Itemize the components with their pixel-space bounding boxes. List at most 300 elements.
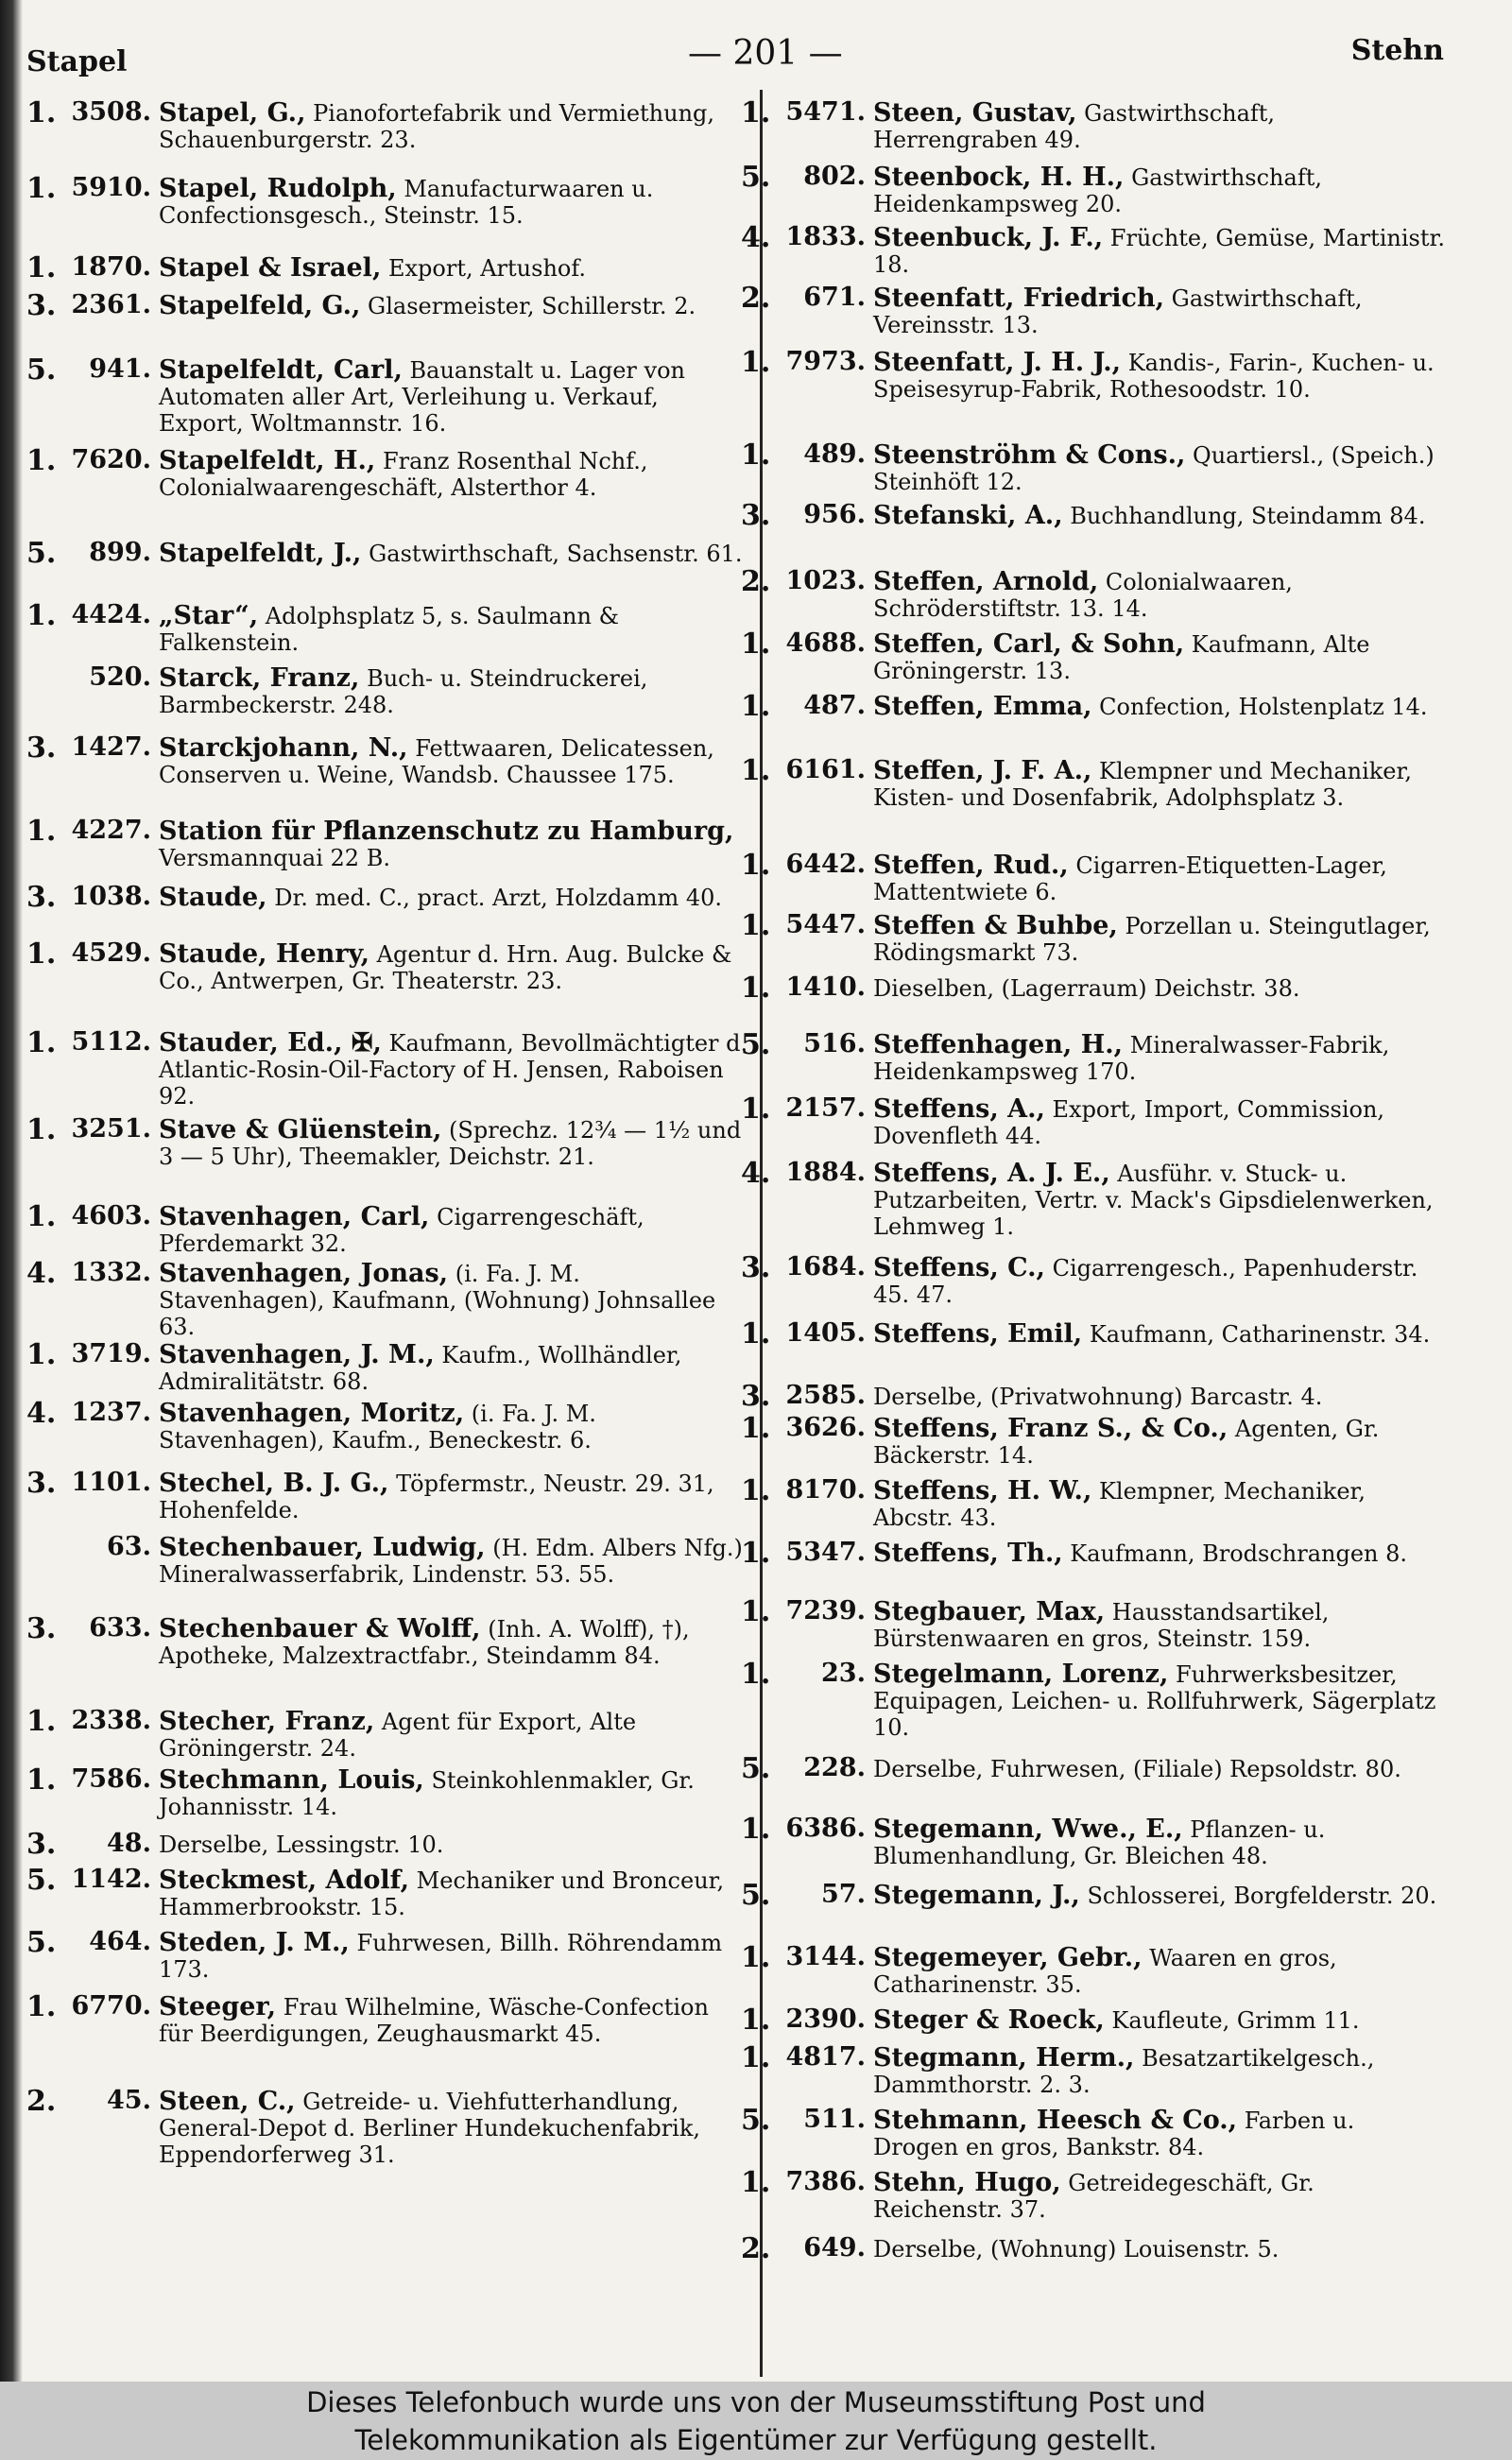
subscriber-name: Staude, Henry, (159, 939, 370, 969)
subscriber-name: Steffen, Arnold, (873, 567, 1099, 596)
phone-number: 1405. (785, 1318, 866, 1348)
exchange-prefix: 3. (26, 731, 57, 765)
subscriber-details: Buchhandlung, Steindamm 84. (1070, 503, 1426, 529)
directory-entry (741, 439, 1445, 499)
subscriber-name: Staude, (159, 883, 267, 912)
subscriber-name: Stapelfeld, G., (159, 291, 361, 320)
exchange-prefix: 1. (26, 1705, 57, 1738)
phone-number: 941. (89, 354, 151, 384)
exchange-prefix: 3. (741, 1380, 771, 1413)
subscriber-name: Stapel, Rudolph, (159, 174, 397, 203)
subscriber-name: Steeger, (159, 1992, 277, 2021)
exchange-prefix: 5. (741, 161, 771, 194)
exchange-prefix: 1. (741, 1412, 771, 1445)
subscriber-details: Dr. med. C., pract. Arzt, Holzdamm 40. (274, 885, 723, 911)
exchange-prefix: 3. (26, 881, 57, 914)
exchange-prefix: 1. (26, 599, 57, 632)
directory-entry (741, 1813, 1445, 1879)
exchange-prefix: 3. (741, 499, 771, 532)
entry-text (159, 1990, 749, 2047)
directory-entry (741, 96, 1445, 161)
subscriber-details: Kaufmann, Bevollmächtigter d. Atlantic-Rosin-Oil-Factory of H. Jensen, Raboisen 92. (159, 1030, 748, 1110)
entry-text (873, 221, 1445, 278)
entry-text (159, 1926, 749, 1983)
subscriber-name: Steenbock, H. H., (873, 163, 1125, 192)
exchange-prefix: 1. (26, 172, 57, 205)
phone-number: 464. (89, 1927, 151, 1956)
exchange-prefix: 2. (741, 565, 771, 598)
directory-entry (741, 1380, 1445, 1412)
subscriber-name: Steffen, J. F. A., (873, 756, 1092, 785)
exchange-prefix: 1. (26, 251, 57, 284)
subscriber-details: Klempner, Mechaniker, Abcstr. 43. (873, 1478, 1366, 1531)
subscriber-name: Stapelfeldt, J., (159, 539, 362, 568)
directory-entry (741, 346, 1445, 439)
exchange-prefix: 3. (26, 1467, 57, 1500)
phone-number: 511. (803, 2105, 866, 2134)
entry-text (159, 938, 749, 994)
phone-number: 6770. (71, 1991, 151, 2021)
subscriber-name: Stavenhagen, Jonas, (159, 1259, 449, 1288)
exchange-prefix: 1. (741, 1537, 771, 1570)
page-header (26, 26, 1444, 79)
entry-text (873, 1157, 1445, 1240)
entry-text (159, 251, 749, 282)
subscriber-details: Agentur d. Hrn. Aug. Bulcke & Co., Antwerpen, Gr. Theaterstr. 23. (159, 941, 732, 994)
directory-entry (741, 2166, 1445, 2232)
subscriber-details: Farben u. Drogen en gros, Bankstr. 84. (873, 2107, 1355, 2160)
subscriber-details: (i. Fa. J. M. Stavenhagen), Kaufm., Beneckestr. 6. (159, 1401, 596, 1454)
exchange-prefix: 5. (741, 2104, 771, 2137)
subscriber-details: Gastwirthschaft, Vereinsstr. 13. (873, 285, 1363, 338)
subscriber-name: Steffen & Buhbe, (873, 911, 1118, 940)
subscriber-details: Gastwirthschaft, Herrengraben 49. (873, 100, 1276, 153)
phone-number: 4529. (71, 938, 151, 968)
subscriber-details: Cigarrengeschäft, Pferdemarkt 32. (159, 1204, 644, 1257)
exchange-prefix: 1. (26, 1338, 57, 1371)
entry-text (159, 1864, 749, 1920)
exchange-prefix: 1. (741, 628, 771, 661)
exchange-prefix: 5. (741, 1752, 771, 1785)
subscriber-name: Steden, J. M., (159, 1928, 350, 1957)
subscriber-details: Colonialwaaren, Schröderstiftstr. 13. 14. (873, 569, 1293, 622)
subscriber-details: Kaufm., Wollhändler, Admiralitätstr. 68. (159, 1342, 682, 1395)
directory-entry (26, 172, 749, 251)
subscriber-details: Cigarren-Etiquetten-Lager, Mattentwiete 6. (873, 852, 1387, 905)
phone-number: 516. (803, 1029, 866, 1058)
directory-entry (741, 1317, 1445, 1380)
exchange-prefix: 3. (26, 289, 57, 322)
subscriber-name: Stecher, Franz, (159, 1707, 375, 1736)
phone-number: 4817. (785, 2042, 866, 2072)
phone-number: 1023. (785, 566, 866, 595)
subscriber-name: Steen, C., (159, 2087, 296, 2116)
subscriber-details: Fuhrwerksbesitzer, Equipagen, Leichen- u. Rollfuhrwerk, Sägerplatz 10. (873, 1661, 1436, 1741)
directory-entry (26, 1467, 749, 1531)
entry-text (873, 2166, 1445, 2223)
entry-text (873, 2041, 1445, 2098)
entry-text (159, 1200, 749, 1257)
phone-number: 2390. (785, 2004, 866, 2034)
exchange-prefix: 3. (26, 1828, 57, 1861)
subscriber-name: „Star“, (159, 601, 259, 630)
subscriber-details: Pianofortefabrik und Vermiethung, Schauenburgerstr. 23. (159, 100, 715, 153)
subscriber-name: Steffens, Th., (873, 1539, 1063, 1568)
phone-number: 7586. (71, 1764, 151, 1794)
subscriber-name: Steffen, Emma, (873, 692, 1092, 721)
subscriber-details: Fuhrwesen, Billh. Röhrendamm 173. (159, 1930, 723, 1983)
directory-entry (741, 1752, 1445, 1813)
directory-entry (26, 815, 749, 881)
subscriber-details: Buch- u. Steindruckerei, Barmbeckerstr. 248. (159, 665, 648, 718)
subscriber-name: Stehn, Hugo, (873, 2168, 1061, 2197)
subscriber-name: Steckmest, Adolf, (159, 1866, 410, 1895)
directory-entry (741, 849, 1445, 909)
subscriber-name: Stapel, G., (159, 98, 306, 128)
directory-entry (26, 662, 749, 731)
entry-text (873, 2232, 1445, 2262)
subscriber-details: Adolphsplatz 5, s. Saulmann & Falkenstein. (159, 603, 619, 656)
subscriber-name: Steffenhagen, H., (873, 1030, 1124, 1059)
subscriber-name: Stegmann, Herm., (873, 2043, 1135, 2073)
directory-entry (26, 1705, 749, 1763)
exchange-prefix: 2. (741, 282, 771, 315)
subscriber-name: Stapel & Israel, (159, 253, 382, 283)
subscriber-details: Manufacturwaaren u. Confectionsgesch., Steinstr. 15. (159, 176, 654, 229)
entry-text (159, 353, 749, 437)
directory-entry (741, 2041, 1445, 2104)
subscriber-name: Steenfatt, Friedrich, (873, 284, 1164, 313)
phone-number: 63. (107, 1532, 151, 1561)
phone-number: 2361. (71, 290, 151, 319)
exchange-prefix: 3. (741, 1251, 771, 1284)
subscriber-details: Steinkohlenmakler, Gr. Johannisstr. 14. (159, 1767, 695, 1820)
directory-entry (26, 353, 749, 444)
phone-number: 3719. (71, 1339, 151, 1368)
directory-entry (26, 289, 749, 353)
subscriber-details: Fettwaaren, Delicatessen, Conserven u. Weine, Wandsb. Chaussee 175. (159, 735, 714, 788)
entry-text (873, 1412, 1445, 1469)
phone-number: 1142. (71, 1865, 151, 1894)
subscriber-name: Stegemann, Wwe., E., (873, 1815, 1183, 1844)
subscriber-details: Dieselben, (Lagerraum) Deichstr. 38. (873, 975, 1300, 1002)
entry-text (159, 1828, 749, 1858)
phone-number: 487. (803, 691, 866, 720)
phone-number: 1427. (71, 732, 151, 762)
subscriber-details: Früchte, Gemüse, Martinistr. 18. (873, 225, 1445, 278)
subscriber-name: Steen, Gustav, (873, 98, 1077, 128)
phone-number: 1410. (785, 972, 866, 1002)
entry-text (159, 881, 749, 911)
phone-number: 4424. (71, 600, 151, 629)
subscriber-details: Töpfermstr., Neustr. 29. 31, Hohenfelde. (159, 1471, 714, 1523)
phone-number: 45. (107, 2086, 151, 2115)
directory-entry (741, 972, 1445, 1028)
exchange-prefix: 1. (741, 1092, 771, 1126)
exchange-prefix: 1. (26, 938, 57, 971)
left-column (26, 96, 749, 2170)
phone-number: 1038. (71, 882, 151, 911)
entry-text (873, 1092, 1445, 1149)
phone-number: 802. (803, 162, 866, 191)
exchange-prefix: 3. (26, 1612, 57, 1645)
directory-entry (26, 1864, 749, 1926)
exchange-prefix: 5. (26, 1926, 57, 1959)
entry-text (873, 972, 1445, 1002)
entry-text (159, 1467, 749, 1523)
entry-text (159, 1026, 749, 1110)
phone-number: 228. (803, 1753, 866, 1782)
entry-text (873, 439, 1445, 495)
subscriber-details: (H. Edm. Albers Nfg.) Mineralwasserfabrik, Lindenstr. 53. 55. (159, 1535, 743, 1588)
subscriber-details: Getreidegeschäft, Gr. Reichenstr. 37. (873, 2170, 1314, 2223)
subscriber-details: (Inh. A. Wolff), †), Apotheke, Malzextractfabr., Steindamm 84. (159, 1616, 690, 1669)
directory-entry (26, 1200, 749, 1257)
entry-text (873, 346, 1445, 403)
subscriber-name: Starckjohann, N., (159, 733, 408, 763)
entry-text (159, 1113, 749, 1170)
subscriber-details: Derselbe, Fuhrwesen, (Filiale) Repsoldstr. 80. (873, 1756, 1401, 1782)
entry-text (159, 1338, 749, 1395)
subscriber-details: Quartiersl., (Speich.) Steinhöft 12. (873, 442, 1435, 495)
entry-text (159, 96, 749, 153)
phone-number: 57. (821, 1880, 866, 1909)
subscriber-details: Derselbe, Lessingstr. 10. (159, 1832, 444, 1858)
subscriber-details: Kandis-, Farin-, Kuchen- u. Speisesyrup-Fabrik, Rothesoodstr. 10. (873, 350, 1435, 403)
exchange-prefix: 4. (741, 1157, 771, 1190)
directory-entry (26, 537, 749, 599)
subscriber-name: Steenfatt, J. H. J., (873, 348, 1122, 377)
entry-text (159, 1612, 749, 1669)
entry-text (159, 1257, 749, 1340)
exchange-prefix: 4. (26, 1397, 57, 1430)
phone-number: 1870. (71, 252, 151, 282)
subscriber-details: (Sprechz. 12¾ — 1½ und 3 — 5 Uhr), Theemakler, Deichstr. 21. (159, 1117, 742, 1170)
directory-entry (741, 1537, 1445, 1595)
phone-number: 956. (803, 500, 866, 529)
subscriber-details: Bauanstalt u. Lager von Automaten aller Art, Verleihung u. Verkauf, Export, Woltmannstr. 16. (159, 357, 685, 437)
footer-notice (0, 2382, 1512, 2460)
directory-entry (741, 1474, 1445, 1537)
subscriber-details: Getreide- u. Viehfutterhandlung, General-Depot d. Berliner Hundekuchenfabrik, Eppendorferweg 31. (159, 2089, 701, 2168)
subscriber-name: Stehmann, Heesch & Co., (873, 2106, 1238, 2135)
directory-entry (26, 1397, 749, 1467)
subscriber-name: Stegelmann, Lorenz, (873, 1660, 1169, 1689)
phone-number: 3508. (71, 97, 151, 127)
phone-number: 6386. (785, 1814, 866, 1843)
entry-text (159, 1705, 749, 1762)
directory-entry (741, 1412, 1445, 1474)
footer-line-1: Dieses Telefonbuch wurde uns von der Museumsstiftung Post und (306, 2386, 1206, 2418)
subscriber-name: Steffens, Emil, (873, 1319, 1083, 1349)
subscriber-details: Klempner und Mechaniker, Kisten- und Dosenfabrik, Adolphsplatz 3. (873, 758, 1412, 811)
directory-entry (26, 1257, 749, 1338)
phone-number: 1833. (785, 222, 866, 251)
subscriber-name: Stefanski, A., (873, 501, 1063, 530)
entry-text (159, 815, 749, 871)
directory-entry (741, 1251, 1445, 1317)
entry-text (873, 1879, 1445, 1909)
subscriber-name: Stauder, Ed., ✠, (159, 1028, 382, 1058)
entry-text (873, 161, 1445, 217)
directory-entry (741, 2004, 1445, 2041)
directory-entry (741, 1658, 1445, 1752)
exchange-prefix: 5. (26, 537, 57, 570)
entry-text (159, 1763, 749, 1820)
exchange-prefix: 5. (26, 1864, 57, 1897)
phone-number: 7239. (785, 1596, 866, 1626)
directory-entry (26, 1612, 749, 1705)
phone-number: 489. (803, 439, 866, 469)
subscriber-name: Steffens, A., (873, 1094, 1045, 1124)
subscriber-name: Stechenbauer & Wolff, (159, 1614, 481, 1643)
exchange-prefix: 1. (741, 972, 771, 1005)
exchange-prefix: 1. (26, 444, 57, 477)
phone-number: 7620. (71, 445, 151, 474)
directory-entry (741, 1941, 1445, 2004)
subscriber-details: Mechaniker und Bronceur, Hammerbrookstr. 15. (159, 1867, 725, 1920)
binding-edge (0, 0, 23, 2382)
directory-entry (741, 690, 1445, 754)
directory-entry (741, 1879, 1445, 1941)
exchange-prefix: 5. (741, 1028, 771, 1061)
directory-entry (741, 628, 1445, 690)
header-right-keyword: Stehn (1350, 34, 1444, 67)
subscriber-name: Stavenhagen, Moritz, (159, 1399, 465, 1428)
exchange-prefix: 1. (26, 1200, 57, 1233)
subscriber-name: Steenbuck, J. F., (873, 223, 1104, 252)
directory-entry (741, 499, 1445, 565)
directory-entry (741, 221, 1445, 282)
directory-entry (26, 96, 749, 172)
entry-text (159, 731, 749, 788)
entry-text (873, 2104, 1445, 2160)
directory-entry (26, 444, 749, 537)
subscriber-name: Stechmann, Louis, (159, 1765, 424, 1795)
phone-number: 5910. (71, 173, 151, 202)
phone-number: 1332. (71, 1258, 151, 1287)
entry-text (873, 1380, 1445, 1410)
exchange-prefix: 1. (741, 2041, 771, 2074)
subscriber-details: Mineralwasser-Fabrik, Heidenkampsweg 170. (873, 1032, 1390, 1085)
right-column (741, 96, 1445, 2270)
directory-entry (741, 1157, 1445, 1251)
entry-text (873, 282, 1445, 338)
directory-entry (26, 1338, 749, 1397)
entry-text (873, 565, 1445, 622)
subscriber-name: Stavenhagen, Carl, (159, 1202, 430, 1231)
phone-number: 1237. (71, 1398, 151, 1427)
entry-text (873, 1595, 1445, 1652)
subscriber-details: Kaufmann, Alte Gröningerstr. 13. (873, 631, 1370, 684)
phone-number: 6161. (785, 755, 866, 784)
phone-number: 899. (89, 538, 151, 567)
exchange-prefix: 5. (26, 353, 57, 387)
subscriber-details: Agent für Export, Alte Gröningerstr. 24. (159, 1709, 637, 1762)
phone-number: 4688. (785, 628, 866, 658)
subscriber-name: Stavenhagen, J. M., (159, 1340, 435, 1369)
entry-text (873, 754, 1445, 811)
header-left-keyword: Stapel (26, 45, 128, 78)
exchange-prefix: 1. (741, 754, 771, 787)
phone-number: 1884. (785, 1158, 866, 1187)
phone-number: 48. (107, 1829, 151, 1858)
subscriber-details: Derselbe, (Wohnung) Louisenstr. 5. (873, 2236, 1280, 2262)
directory-entry (741, 909, 1445, 972)
phone-number: 5347. (785, 1538, 866, 1567)
directory-entry (26, 731, 749, 815)
phone-number: 5447. (785, 910, 866, 939)
directory-entry (26, 1531, 749, 1612)
directory-entry (26, 938, 749, 1026)
directory-entry (26, 1926, 749, 1990)
exchange-prefix: 1. (741, 439, 771, 472)
exchange-prefix: 1. (741, 909, 771, 942)
entry-text (873, 96, 1445, 153)
subscriber-name: Stechel, B. J. G., (159, 1469, 389, 1498)
entry-text (873, 628, 1445, 684)
subscriber-name: Starck, Franz, (159, 663, 360, 693)
subscriber-details: Frau Wilhelmine, Wäsche-Confection für Beerdigungen, Zeughausmarkt 45. (159, 1994, 709, 2047)
exchange-prefix: 1. (741, 2166, 771, 2199)
directory-entry (741, 161, 1445, 221)
entry-text (873, 1752, 1445, 1782)
exchange-prefix: 5. (741, 1879, 771, 1912)
subscriber-details: Porzellan u. Steingutlager, Rödingsmarkt 73. (873, 913, 1431, 966)
subscriber-details: Export, Import, Commission, Dovenfleth 44. (873, 1096, 1385, 1149)
subscriber-name: Steenströhm & Cons., (873, 440, 1186, 470)
subscriber-details: Versmannquai 22 B. (159, 845, 390, 871)
entry-text (873, 849, 1445, 905)
exchange-prefix: 1. (26, 1026, 57, 1059)
exchange-prefix: 1. (26, 1113, 57, 1146)
exchange-prefix: 1. (741, 1317, 771, 1350)
entry-text (873, 1941, 1445, 1998)
directory-entry (26, 881, 749, 938)
entry-text (873, 1028, 1445, 1085)
entry-text (873, 1317, 1445, 1348)
phone-number: 7386. (785, 2167, 866, 2196)
entry-text (873, 1474, 1445, 1531)
exchange-prefix: 1. (26, 96, 57, 129)
phone-number: 1101. (71, 1468, 151, 1497)
subscriber-details: Gastwirthschaft, Heidenkampsweg 20. (873, 164, 1322, 217)
subscriber-details: (i. Fa. J. M. Stavenhagen), Kaufmann, (Wohnung) Johnsallee 63. (159, 1261, 716, 1340)
exchange-prefix: 1. (26, 1990, 57, 2023)
subscriber-name: Stechenbauer, Ludwig, (159, 1533, 486, 1562)
subscriber-details: Hausstandsartikel, Bürstenwaaren en gros, Steinstr. 159. (873, 1599, 1330, 1652)
exchange-prefix: 2. (741, 2232, 771, 2265)
phone-number: 5112. (71, 1027, 151, 1057)
entry-text (159, 1397, 749, 1454)
directory-entry (741, 565, 1445, 628)
exchange-prefix: 2. (26, 2085, 57, 2118)
exchange-prefix: 1. (741, 1813, 771, 1846)
subscriber-details: Confection, Holstenplatz 14. (1099, 694, 1428, 720)
entry-text (873, 2004, 1445, 2034)
phone-number: 23. (821, 1659, 866, 1688)
exchange-prefix: 1. (741, 96, 771, 129)
exchange-prefix: 1. (26, 1763, 57, 1797)
phone-number: 2157. (785, 1093, 866, 1123)
subscriber-name: Steffens, H. W., (873, 1476, 1092, 1505)
entry-text (159, 662, 749, 718)
subscriber-details: Franz Rosenthal Nchf., Colonialwaarengeschäft, Alsterthor 4. (159, 448, 648, 501)
directory-entry (741, 2104, 1445, 2166)
phone-number: 3144. (785, 1942, 866, 1971)
subscriber-name: Stegbauer, Max, (873, 1597, 1106, 1626)
directory-entry (26, 251, 749, 289)
